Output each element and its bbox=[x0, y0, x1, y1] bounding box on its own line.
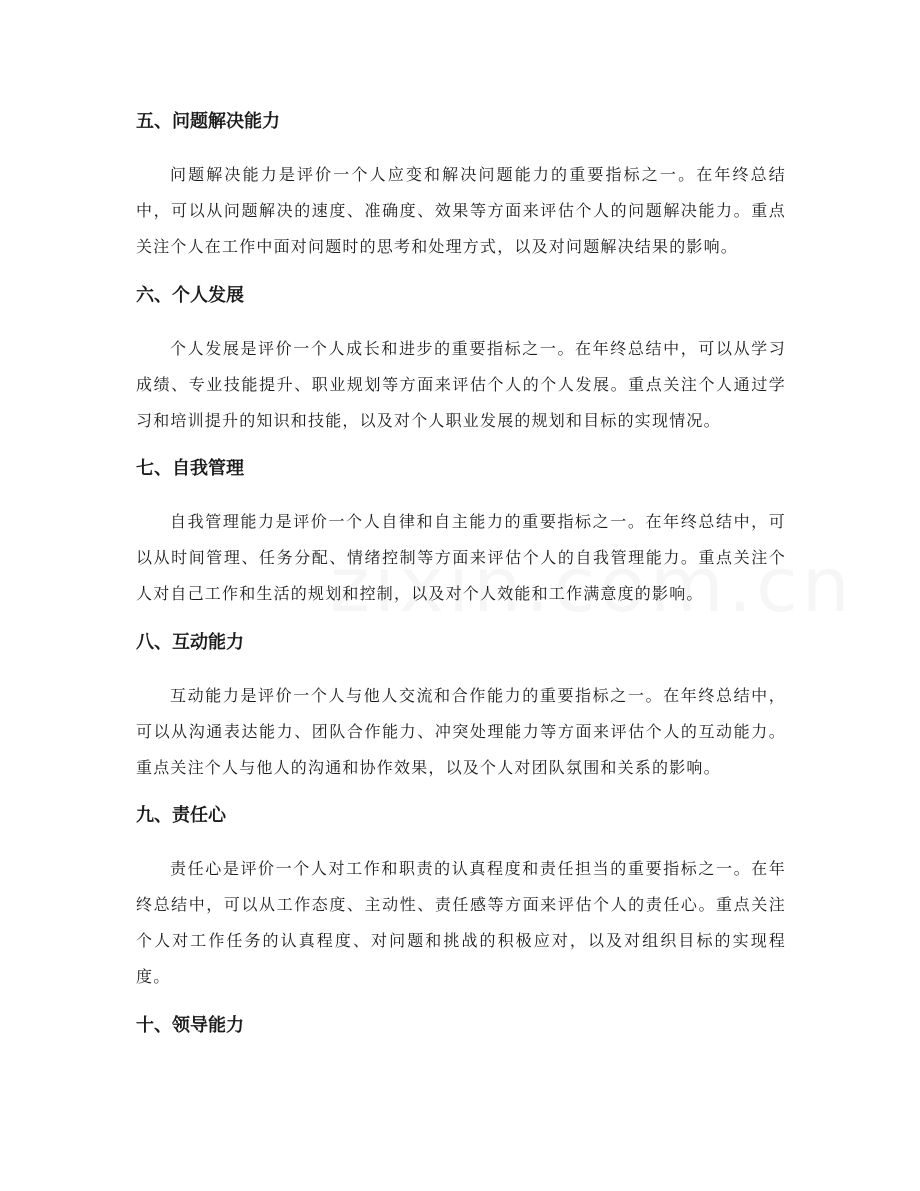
section-heading: 八、互动能力 bbox=[136, 632, 244, 653]
section-heading: 七、自我管理 bbox=[136, 458, 244, 479]
section-paragraph: 自我管理能力是评价一个人自律和自主能力的重要指标之一。在年终总结中，可以从时间管理、任务分配、情绪控制等方面来评估个人的自我管理能力。重点关注个人对自己工作和生活的规划和控制，以及对个人效能和工作满意度的影响。 bbox=[136, 512, 786, 603]
section-leadership bbox=[136, 1014, 786, 1038]
section-problem-solving bbox=[136, 110, 786, 265]
section-paragraph: 个人发展是评价一个人成长和进步的重要指标之一。在年终总结中，可以从学习成绩、专业技能提升、职业规划等方面来评估个人的个人发展。重点关注个人通过学习和培训提升的知识和技能，以及对个人职业发展的规划和目标的实现情况。 bbox=[136, 339, 786, 430]
section-heading: 十、领导能力 bbox=[136, 1015, 244, 1036]
section-personal-development bbox=[136, 284, 786, 439]
section-paragraph: 问题解决能力是评价一个人应变和解决问题能力的重要指标之一。在年终总结中，可以从问题解决的速度、准确度、效果等方面来评估个人的问题解决能力。重点关注个人在工作中面对问题时的思考和处理方式，以及对问题解决结果的影响。 bbox=[136, 165, 786, 256]
section-heading: 五、问题解决能力 bbox=[136, 111, 280, 132]
section-heading: 九、责任心 bbox=[136, 805, 226, 826]
section-self-management bbox=[136, 457, 786, 612]
section-paragraph: 责任心是评价一个人对工作和职责的认真程度和责任担当的重要指标之一。在年终总结中，可以从工作态度、主动性、责任感等方面来评估个人的责任心。重点关注个人对工作任务的认真程度、对问题和挑战的积极应对，以及对组织目标的实现程度。 bbox=[136, 859, 786, 986]
section-paragraph: 互动能力是评价一个人与他人交流和合作能力的重要指标之一。在年终总结中，可以从沟通表达能力、团队合作能力、冲突处理能力等方面来评估个人的互动能力。重点关注个人与他人的沟通和协作效果，以及个人对团队氛围和关系的影响。 bbox=[136, 686, 786, 777]
section-responsibility bbox=[136, 804, 786, 995]
section-heading: 六、个人发展 bbox=[136, 285, 244, 306]
section-interaction bbox=[136, 631, 786, 786]
